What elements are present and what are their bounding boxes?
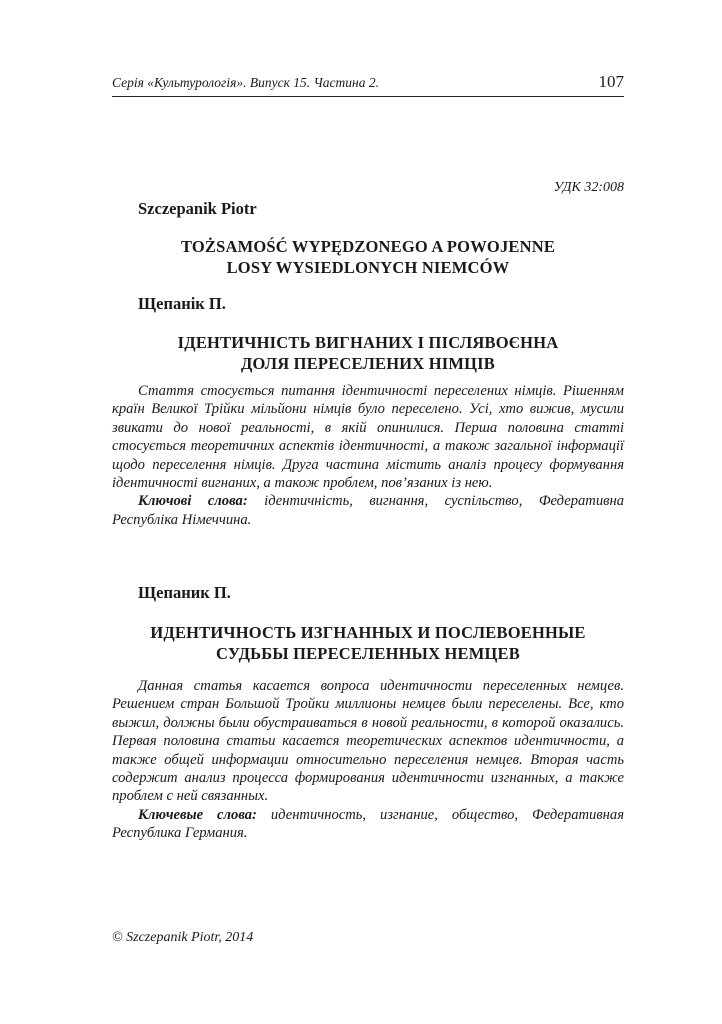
title-russian-line2: СУДЬБЫ ПЕРЕСЕЛЕННЫХ НЕМЦЕВ [216, 644, 520, 663]
abstract-ukrainian-text: Стаття стосується питання ідентичності переселених німців. Рішенням країн Великої Трійки мільйони німців було переселено. Усі, хто вижив, мусили звикати до нової реальності, в якій опинилися. Перша половина статті стосується теоретичних аспектів ідентичності, а також загальної інформації щодо переселення німців. Друга частина містить аналіз процесу формування ідентичності вигнаних, а також проблем, пов’язаних із нею. [112, 383, 624, 492]
abstract-russian [112, 677, 624, 843]
running-header [112, 72, 624, 97]
abstract-russian-text: Данная статья касается вопроса идентичности переселенных немцев. Решением стран Большой Тройки миллионы немцев были переселены. Все, кто выжил, должны были обустраиваться в новой реальности, в которой оказались. Первая половина статьи касается теоретических аспектов идентичности, а также общей информации относительно переселения немцев. Вторая часть содержит анализ процесса формирования идентичности изгнанных, а также проблем с ней связанных. [112, 678, 624, 805]
title-polish [112, 236, 624, 278]
keywords-ukrainian-text: ідентичність, вигнання, суспільство, Федеративна Республіка Німеччина. [112, 493, 625, 528]
author-russian: Щепаник П. [138, 583, 231, 602]
author-polish: Szczepanik Piotr [138, 199, 257, 218]
author-ukrainian: Щепанік П. [138, 294, 226, 313]
keywords-russian-label: Ключевые слова: [138, 806, 257, 823]
title-russian-line1: ИДЕНТИЧНОСТЬ ИЗГНАННЫХ И ПОСЛЕВОЕННЫЕ [150, 623, 586, 642]
copyright-notice: © Szczepanik Piotr, 2014 [112, 930, 254, 945]
title-polish-line2: LOSY WYSIEDLONYCH NIEMCÓW [226, 258, 510, 277]
journal-page [112, 0, 624, 1024]
udk-code: УДК 32:008 [553, 180, 624, 195]
abstract-ukrainian [112, 382, 624, 529]
keywords-russian [112, 806, 624, 843]
title-russian [112, 622, 624, 664]
keywords-ukrainian-label: Ключові слова: [138, 493, 248, 510]
keywords-ukrainian [112, 492, 624, 529]
page-number: 107 [598, 72, 624, 91]
title-ukrainian-line1: ІДЕНТИЧНІСТЬ ВИГНАНИХ І ПІСЛЯВОЄННА [177, 333, 559, 352]
title-ukrainian-line2: ДОЛЯ ПЕРЕСЕЛЕНИХ НІМЦІВ [240, 354, 496, 373]
title-ukrainian [112, 332, 624, 374]
title-polish-line1: TOŻSAMOŚĆ WYPĘDZONEGO A POWOJENNE [180, 237, 556, 256]
series-title: Серія «Культурологія». Випуск 15. Частина 2. [112, 75, 380, 90]
keywords-russian-text: идентичность, изгнание, общество, Федеративная Республика Германия. [112, 806, 624, 842]
